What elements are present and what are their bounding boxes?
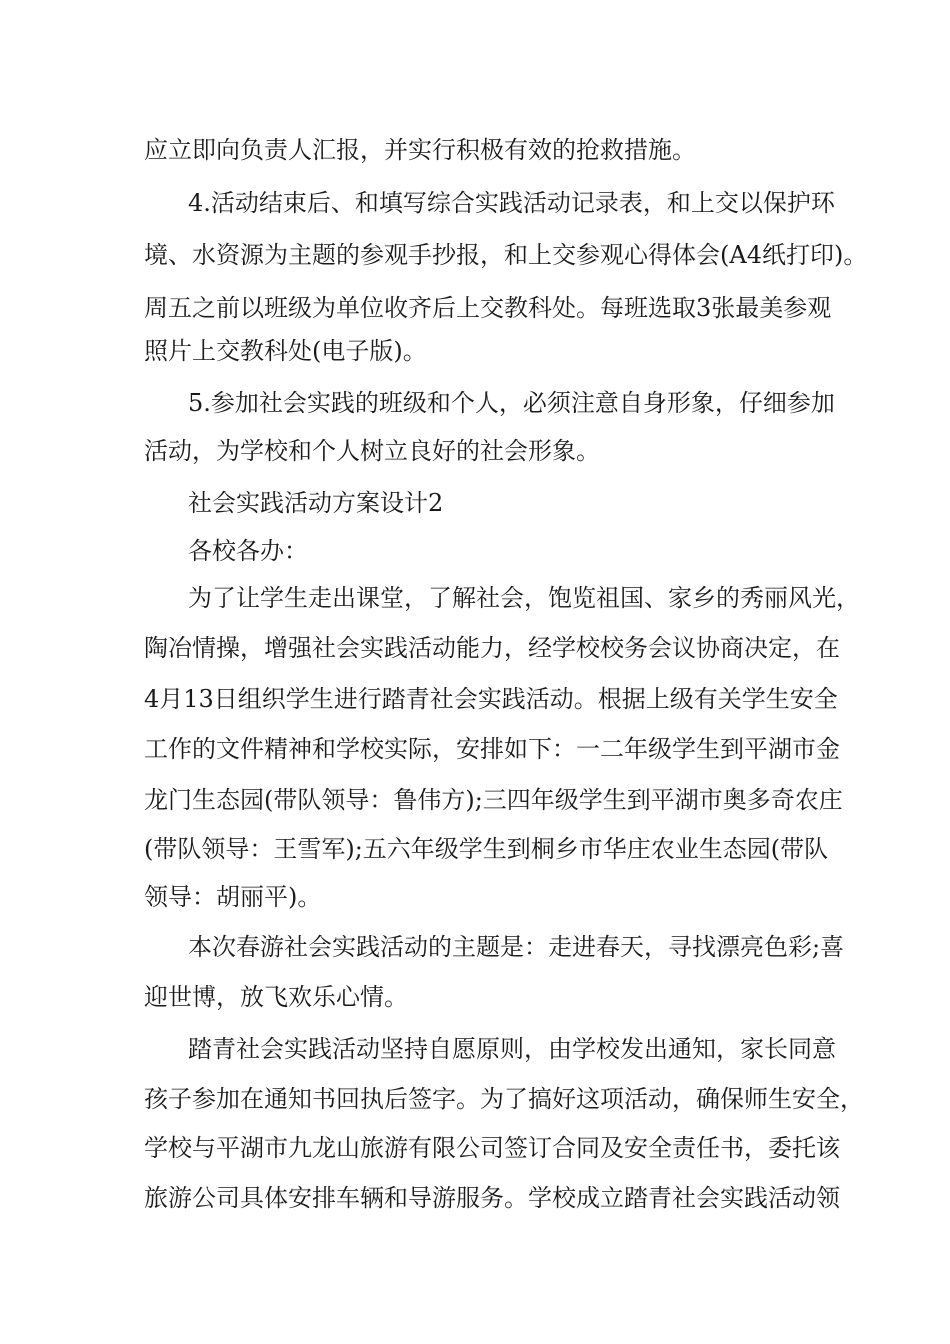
- text-line: 活动，为学校和个人树立良好的社会形象。: [144, 437, 600, 465]
- text-line: 为了让学生走出课堂，了解社会，饱览祖国、家乡的秀丽风光，: [188, 584, 860, 612]
- text-line: 陶冶情操，增强社会实践活动能力，经学校校务会议协商决定，在: [144, 634, 840, 662]
- text-line: 周五之前以班级为单位收齐后上交教科处。每班选取3张最美参观: [144, 294, 832, 322]
- text-line: 工作的文件精神和学校实际，安排如下：一二年级学生到平湖市金: [144, 735, 840, 763]
- text-line: 4月13日组织学生进行踏青社会实践活动。根据上级有关学生安全: [144, 685, 838, 713]
- text-line: 境、水资源为主题的参观手抄报，和上交参观心得体会(A4纸打印)。: [144, 241, 868, 269]
- section-heading: 社会实践活动方案设计2: [188, 489, 444, 517]
- text-line: 4.活动结束后、和填写综合实践活动记录表，和上交以保护环: [188, 189, 835, 217]
- text-line: 照片上交教科处(电子版)。: [144, 337, 427, 365]
- text-line: 领导：胡丽平)。: [144, 883, 322, 911]
- text-line: (带队领导：王雪军);五六年级学生到桐乡市华庄农业生态园(带队: [144, 835, 829, 863]
- text-line: 旅游公司具体安排车辆和导游服务。学校成立踏青社会实践活动领: [144, 1184, 840, 1212]
- text-line: 孩子参加在通知书回执后签字。为了搞好这项活动，确保师生安全，: [144, 1085, 864, 1113]
- text-line: 5.参加社会实践的班级和个人，必须注意自身形象，仔细参加: [188, 389, 835, 417]
- text-line: 踏青社会实践活动坚持自愿原则，由学校发出通知，家长同意: [188, 1035, 836, 1063]
- salutation: 各校各办：: [188, 537, 308, 565]
- text-line: 应立即向负责人汇报，并实行积极有效的抢救措施。: [144, 136, 696, 164]
- text-line: 本次春游社会实践活动的主题是：走进春天，寻找漂亮色彩;喜: [188, 933, 845, 961]
- text-line: 迎世博，放飞欢乐心情。: [144, 983, 408, 1011]
- text-line: 学校与平湖市九龙山旅游有限公司签订合同及安全责任书，委托该: [144, 1134, 840, 1162]
- text-line: 龙门生态园(带队领导：鲁伟方);三四年级学生到平湖市奥多奇农庄: [144, 786, 843, 814]
